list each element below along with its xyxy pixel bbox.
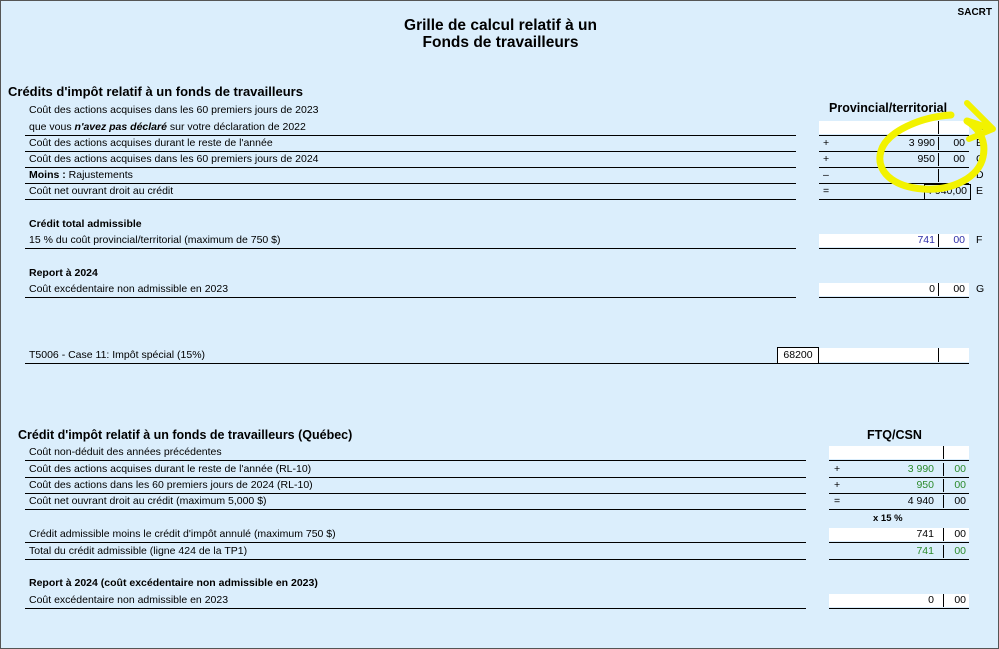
letter-c: C	[976, 153, 984, 165]
line-b-label: Coût des actions acquises durant le reste de l'année	[29, 137, 273, 149]
form-code: SACRT	[957, 7, 992, 18]
q-line2-dollars[interactable]: 3 990	[907, 463, 934, 475]
q-line5-cents[interactable]: 00	[954, 528, 966, 540]
line-f-cents[interactable]: 00	[953, 234, 965, 246]
q-report-cents[interactable]: 00	[954, 594, 966, 606]
section-heading-quebec: Crédit d'impôt relatif à un fonds de travailleurs (Québec)	[18, 428, 353, 442]
line-c-cents[interactable]: 00	[953, 153, 965, 165]
q-line6-cents: 00	[954, 545, 966, 557]
q-line6-dollars: 741	[916, 545, 934, 557]
letter-a: A	[976, 121, 984, 133]
q-line5-label: Crédit admissible moins le crédit d'impôt annulé (maximum 750 $)	[29, 528, 336, 540]
q-report-dollars[interactable]: 0	[928, 594, 934, 606]
t5006-code-box	[777, 347, 819, 364]
letter-f: F	[976, 234, 983, 246]
t5006-code: 68200	[783, 349, 813, 361]
q-line3-dollars[interactable]: 950	[916, 479, 934, 491]
sign-c: +	[823, 153, 830, 165]
sign-e: =	[823, 185, 830, 197]
q-report-label: Coût excédentaire non admissible en 2023	[29, 594, 229, 606]
q-line6-label: Total du crédit admissible (ligne 424 de la TP1)	[29, 545, 248, 557]
column-header-provincial: Provincial/territorial	[829, 101, 948, 115]
section-heading-federal: Crédits d'impôt relatif à un fonds de travailleurs	[8, 84, 303, 99]
t5006-label: T5006 - Case 11: Impôt spécial (15%)	[29, 349, 206, 361]
q-sign2: +	[834, 463, 841, 475]
letter-b: B	[976, 137, 984, 149]
page-title-line2: Fonds de travailleurs	[422, 34, 579, 51]
t5006-input[interactable]	[819, 348, 969, 362]
q-line5-dollars[interactable]: 741	[916, 528, 934, 540]
q-rate-label: x 15 %	[873, 513, 903, 524]
line-f-dollars[interactable]: 741	[917, 234, 935, 246]
line-a-label-1: Coût des actions acquises dans les 60 premiers jours de 2023	[29, 104, 319, 116]
letter-g: G	[976, 283, 985, 295]
line-g-cents[interactable]: 00	[953, 283, 965, 295]
sign-d: –	[823, 169, 829, 181]
line-g-label: Coût excédentaire non admissible en 2023	[29, 283, 229, 295]
q-line1-label: Coût non-déduit des années précédentes	[29, 446, 222, 458]
letter-e: E	[976, 185, 984, 197]
highlight-annotation	[871, 99, 997, 203]
line-b-dollars[interactable]: 3 990	[908, 137, 935, 149]
line-e-label: Coût net ouvrant droit au crédit	[29, 185, 174, 197]
line-g-dollars[interactable]: 0	[929, 283, 935, 295]
line-b-cents[interactable]: 00	[953, 137, 965, 149]
column-header-ftq: FTQ/CSN	[867, 428, 922, 442]
sign-b: +	[823, 137, 830, 149]
q-line3-label: Coût des actions dans les 60 premiers jours de 2024 (RL-10)	[29, 479, 313, 491]
report-heading: Report à 2024	[29, 267, 98, 279]
credit-heading: Crédit total admissible	[29, 218, 142, 230]
q-sign3: +	[834, 479, 841, 491]
line-c-label: Coût des actions acquises dans les 60 premiers jours de 2024	[29, 153, 319, 165]
line-a-label-2: que vous n'avez pas déclaré sur votre déclaration de 2022	[29, 121, 306, 133]
line-e-total: 4 940,00	[926, 185, 967, 197]
line-f-label: 15 % du coût provincial/territorial (maximum de 750 $)	[29, 234, 281, 246]
q-line4-cents: 00	[954, 495, 966, 507]
q-line4-dollars: 4 940	[907, 495, 934, 507]
q-line2-label: Coût des actions acquises durant le reste de l'année (RL-10)	[29, 463, 312, 475]
q-report-heading: Report à 2024 (coût excédentaire non admissible en 2023)	[29, 577, 318, 589]
q-line2-cents[interactable]: 00	[954, 463, 966, 475]
q-line4-label: Coût net ouvrant droit au crédit (maximum 5,000 $)	[29, 495, 267, 507]
q-line3-cents[interactable]: 00	[954, 479, 966, 491]
q-line1-input[interactable]	[829, 446, 969, 459]
line-d-label: Moins : Rajustements	[29, 169, 133, 181]
page-title-line1: Grille de calcul relatif à un	[404, 17, 597, 34]
q-sign4: =	[834, 495, 841, 507]
letter-d: D	[976, 169, 984, 181]
line-c-dollars[interactable]: 950	[917, 153, 935, 165]
